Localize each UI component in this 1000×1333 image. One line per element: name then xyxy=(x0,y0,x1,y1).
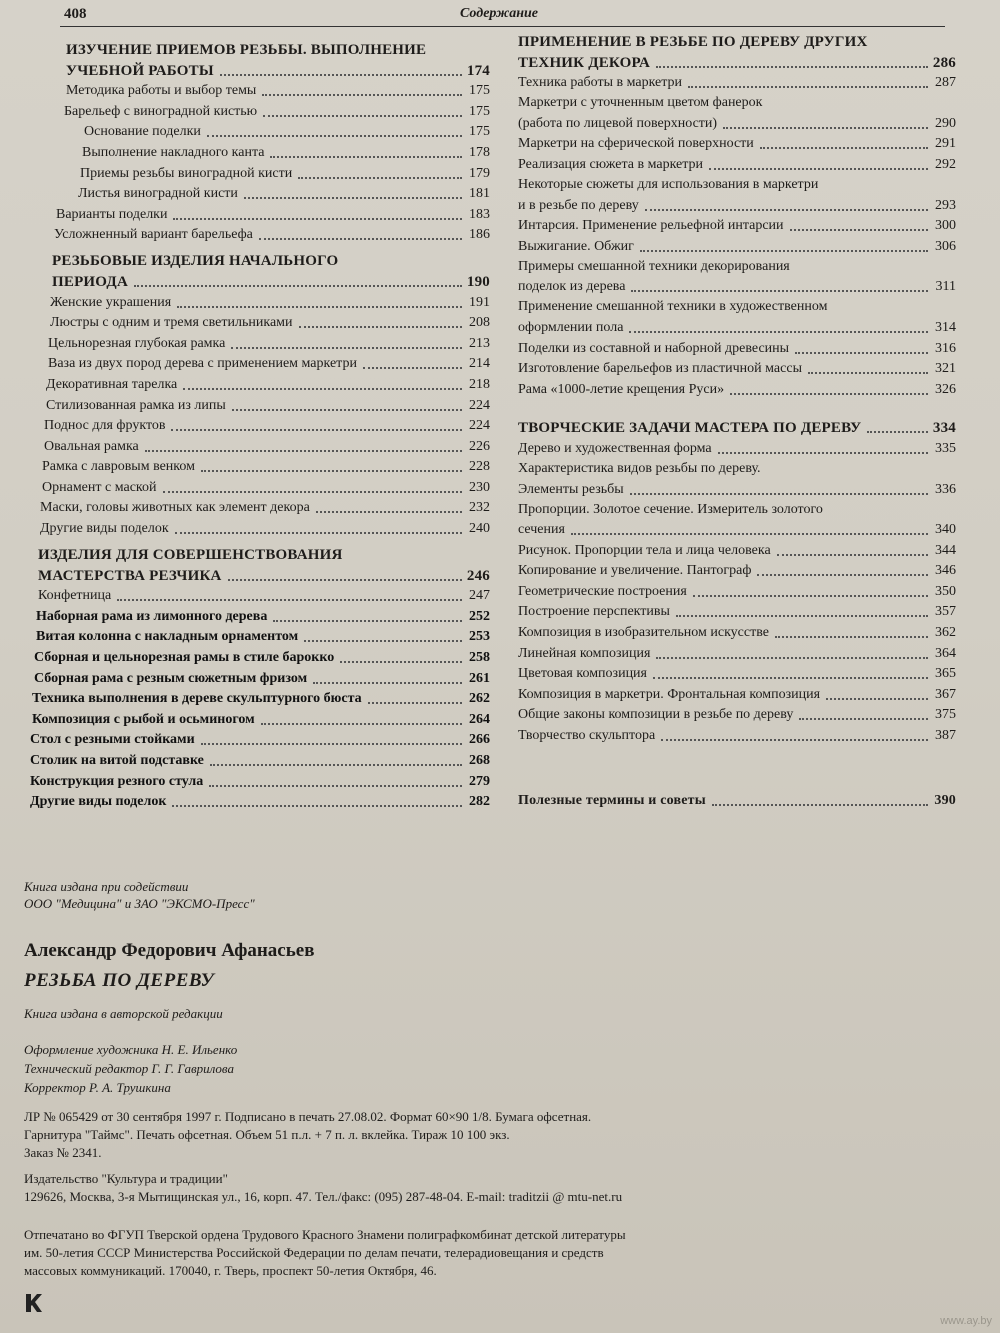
toc-entry: Приемы резьбы виноградной кисти 179 xyxy=(80,165,490,181)
section-title: Полезные термины и советы 390 xyxy=(518,792,956,808)
toc-entry-line: Пропорции. Золотое сечение. Измеритель золотого xyxy=(518,501,823,517)
toc-entry: Люстры с одним и тремя светильниками 208 xyxy=(50,315,490,331)
running-title: Содержание xyxy=(460,6,538,21)
toc-entry: Цветовая композиция 365 xyxy=(518,666,956,682)
toc-entry: Поделки из составной и наборной древесины 316 xyxy=(518,340,956,356)
toc-entry: Конфетница 247 xyxy=(38,588,490,604)
toc-entry: Декоративная тарелка 218 xyxy=(46,376,490,392)
toc-entry: Композиция в изобразительном искусстве 362 xyxy=(518,625,956,641)
spec-line: Гарнитура "Таймс". Печать офсетная. Объем 51 п.л. + 7 п. л. вклейка. Тираж 10 100 экз. xyxy=(24,1127,510,1142)
toc-entry: Другие виды поделок 240 xyxy=(40,521,490,537)
toc-entry: Композиция в маркетри. Фронтальная композиция 367 xyxy=(518,686,956,702)
spec-line: Заказ № 2341. xyxy=(24,1145,102,1160)
toc-entry: Композиция с рыбой и осьминогом 264 xyxy=(32,711,490,727)
toc-entry: Женские украшения 191 xyxy=(50,294,490,310)
staff-line: Оформление художника Н. Е. Ильенко xyxy=(24,1042,238,1057)
toc-entry: Стол с резными стойками 266 xyxy=(30,732,490,748)
publication-credits xyxy=(24,878,804,912)
page-header xyxy=(60,4,945,27)
toc-entry: Интарсия. Применение рельефной интарсии 300 xyxy=(518,218,956,234)
section-title: ИЗДЕЛИЯ ДЛЯ СОВЕРШЕНСТВОВАНИЯ xyxy=(38,547,343,564)
toc-entry: Выжигание. Обжиг 306 xyxy=(518,238,956,254)
toc-entry: Сборная и цельнорезная рамы в стиле барокко 258 xyxy=(34,650,490,666)
toc-entry-line: Применение смешанной техники в художественном xyxy=(518,299,828,315)
spec-line: ЛР № 065429 от 30 сентября 1997 г. Подписано в печать 27.08.02. Формат 60×90 1/8. Бумага офсетная. xyxy=(24,1109,592,1124)
toc-entry: Линейная композиция 364 xyxy=(518,645,956,661)
publisher-line: 129626, Москва, 3-я Мытищинская ул., 16, корп. 47. Тел./факс: (095) 287-48-04. E-mail: traditzii @ mtu-net.ru xyxy=(24,1189,623,1204)
toc-entry: Витая колонна с накладным орнаментом 253 xyxy=(36,629,490,645)
credit-line: ООО "Медицина" и ЗАО "ЭКСМО-Пресс" xyxy=(24,896,255,911)
toc-entry: Общие законы композиции в резьбе по дереву 375 xyxy=(518,707,956,723)
toc-entry: Конструкция резного стула 279 xyxy=(30,773,490,789)
print-specs xyxy=(24,1108,804,1162)
publisher-line: Издательство "Культура и традиции" xyxy=(24,1171,228,1186)
book-author: Александр Федорович Афанасьев xyxy=(24,940,315,961)
section-title: ТВОРЧЕСКИЕ ЗАДАЧИ МАСТЕРА ПО ДЕРЕВУ 334 xyxy=(518,420,956,437)
toc-entry: Техника работы в маркетри 287 xyxy=(518,75,956,91)
toc-entry: Другие виды поделок 282 xyxy=(30,794,490,810)
toc-entry: Столик на витой подставке 268 xyxy=(30,753,490,768)
toc-entry: Творчество скульптора 387 xyxy=(518,728,956,744)
toc-entry: Дерево и художественная форма 335 xyxy=(518,440,956,456)
toc-entry: сечения 340 xyxy=(518,522,956,538)
toc-entry: Реализация сюжета в маркетри 292 xyxy=(518,156,956,172)
editorial-staff xyxy=(24,1040,804,1097)
book-title: РЕЗЬБА ПО ДЕРЕВУ xyxy=(24,970,215,991)
printer-info xyxy=(24,1226,784,1280)
toc-entry: (работа по лицевой поверхности) 290 xyxy=(518,115,956,131)
toc-entry: Построение перспективы 357 xyxy=(518,604,956,620)
section-title: ТЕХНИК ДЕКОРА 286 xyxy=(518,54,956,71)
credit-line: Книга издана при содействии xyxy=(24,879,189,894)
toc-entry: Маски, головы животных как элемент декора 232 xyxy=(40,500,490,516)
section-title: РЕЗЬБОВЫЕ ИЗДЕЛИЯ НАЧАЛЬНОГО xyxy=(52,253,339,270)
toc-entry: Рама «1000-летие крещения Руси» 326 xyxy=(518,381,956,397)
toc-entry: Основание поделки 175 xyxy=(84,124,490,140)
section-title: ПЕРИОДА 190 xyxy=(52,273,490,290)
toc-entry-line: Примеры смешанной техники декорирования xyxy=(518,258,790,274)
publisher-info xyxy=(24,1170,804,1206)
section-title: МАСТЕРСТВА РЕЗЧИКА 246 xyxy=(38,567,490,584)
toc-entry-line: Некоторые сюжеты для использования в маркетри xyxy=(518,176,819,192)
staff-line: Технический редактор Г. Г. Гаврилова xyxy=(24,1061,234,1076)
printer-line: Отпечатано во ФГУП Тверской ордена Трудового Красного Знамени полиграфкомбинат детской литературы xyxy=(24,1227,626,1242)
toc-entry: Поднос для фруктов 224 xyxy=(44,418,490,434)
toc-entry: Овальная рамка 226 xyxy=(44,438,490,454)
printer-line: им. 50-летия СССР Министерства Российской Федерации по делам печати, телерадиовещания и средств xyxy=(24,1245,604,1260)
toc-entry: Сборная рама с резным сюжетным фризом 261 xyxy=(34,670,490,686)
toc-entry: Орнамент с маской 230 xyxy=(42,479,490,495)
section-title: ИЗУЧЕНИЕ ПРИЕМОВ РЕЗЬБЫ. ВЫПОЛНЕНИЕ xyxy=(66,42,427,58)
toc-left-column xyxy=(30,40,490,812)
toc-entry: Усложненный вариант барельефа 186 xyxy=(54,227,490,243)
toc-entry: Геометрические построения 350 xyxy=(518,583,956,599)
toc-entry: Рамка с лавровым венком 228 xyxy=(42,459,490,475)
toc-entry-line: Характеристика видов резьбы по дереву. xyxy=(518,460,761,476)
edition-note: Книга издана в авторской редакции xyxy=(24,1006,223,1021)
toc-entry: Стилизованная рамка из липы 224 xyxy=(46,397,490,413)
toc-entry: Варианты поделки 183 xyxy=(56,206,490,222)
toc-entry: Рисунок. Пропорции тела и лица человека 344 xyxy=(518,542,956,558)
toc-entry: Элементы резьбы 336 xyxy=(518,481,956,497)
staff-line: Корректор Р. А. Трушкина xyxy=(24,1080,171,1095)
toc-entry: Ваза из двух пород дерева с применением маркетри 214 xyxy=(48,356,490,372)
toc-entry: Изготовление барельефов из пластичной массы 321 xyxy=(518,361,956,377)
page-number: 408 xyxy=(64,6,87,22)
toc-entry: Маркетри на сферической поверхности 291 xyxy=(518,136,956,152)
section-title: УЧЕБНОЙ РАБОТЫ 174 xyxy=(66,62,490,79)
toc-entry: Техника выполнения в дереве скульптурного бюста 262 xyxy=(32,691,490,707)
section-title: ПРИМЕНЕНИЕ В РЕЗЬБЕ ПО ДЕРЕВУ ДРУГИХ xyxy=(518,34,868,50)
watermark: www.ay.by xyxy=(940,1315,992,1327)
toc-entry: Наборная рама из лимонного дерева 252 xyxy=(36,608,490,624)
toc-entry: Копирование и увеличение. Пантограф 346 xyxy=(518,563,956,579)
toc-entry: Листья виноградной кисти 181 xyxy=(78,186,490,202)
toc-entry: Цельнорезная глубокая рамка 213 xyxy=(48,335,490,351)
printer-line: массовых коммуникаций. 170040, г. Тверь, проспект 50-летия Октября, 46. xyxy=(24,1263,437,1278)
toc-entry: Методика работы и выбор темы 175 xyxy=(66,83,490,99)
publisher-logo-icon xyxy=(22,1290,44,1314)
toc-entry-line: Маркетри с уточненным цветом фанерок xyxy=(518,95,763,111)
toc-entry: и в резьбе по дереву 293 xyxy=(518,197,956,213)
toc-entry: поделок из дерева 311 xyxy=(518,279,956,295)
toc-entry: оформлении пола 314 xyxy=(518,319,956,335)
toc-entry: Выполнение накладного канта 178 xyxy=(82,144,490,160)
toc-right-column xyxy=(518,32,956,811)
toc-entry: Барельеф с виноградной кистью 175 xyxy=(64,103,490,119)
